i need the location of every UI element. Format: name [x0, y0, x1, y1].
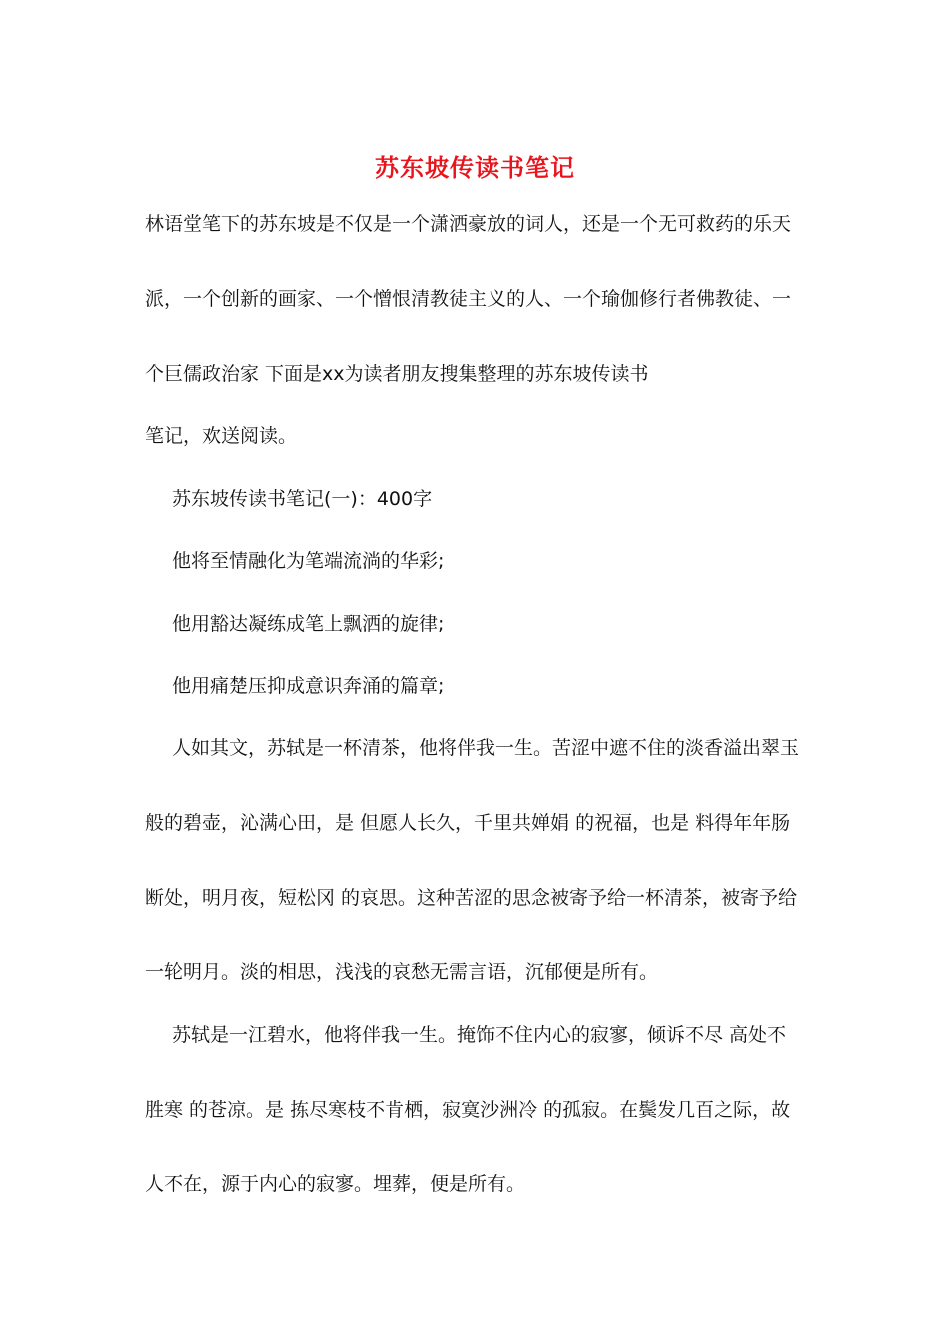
document-title: 苏东坡传读书笔记 — [375, 153, 575, 182]
paragraph-line: 人如其文，苏轼是一杯清茶，他将伴我一生。苦涩中遮不住的淡香溢出翠玉 — [172, 737, 800, 759]
paragraph-line: 他将至情融化为笔端流淌的华彩; — [172, 550, 445, 572]
paragraph-line: 断处，明月夜，短松冈 的哀思。这种苦涩的思念被寄予给一杯清茶，被寄予给 — [145, 887, 798, 909]
paragraph-line: 胜寒 的苍凉。是 拣尽寒枝不肯栖，寂寞沙洲冷 的孤寂。在鬓发几百之际，故 — [145, 1099, 791, 1121]
paragraph-line: 他用豁达凝练成笔上飘洒的旋律; — [172, 613, 445, 635]
paragraph-line: 笔记，欢送阅读。 — [145, 425, 298, 447]
section-heading: 苏东坡传读书笔记(一)：400字 — [172, 488, 433, 510]
paragraph-line: 个巨儒政治家 下面是xx为读者朋友搜集整理的苏东坡传读书 — [145, 363, 649, 385]
paragraph-line: 他用痛楚压抑成意识奔涌的篇章; — [172, 675, 445, 697]
paragraph-line: 派，一个创新的画家、一个憎恨清教徒主义的人、一个瑜伽修行者佛教徒、一 — [145, 288, 792, 310]
paragraph-line: 林语堂笔下的苏东坡是不仅是一个潇洒豪放的词人，还是一个无可救药的乐天 — [145, 213, 792, 235]
paragraph-line: 一轮明月。淡的相思，浅浅的哀愁无需言语，沉郁便是所有。 — [145, 961, 659, 983]
paragraph-line: 人不在，源于内心的寂寥。埋葬，便是所有。 — [145, 1173, 526, 1195]
paragraph-line: 般的碧壶，沁满心田，是 但愿人长久，千里共婵娟 的祝福，也是 料得年年肠 — [145, 812, 791, 834]
paragraph-line: 苏轼是一江碧水，他将伴我一生。掩饰不住内心的寂寥，倾诉不尽 高处不 — [172, 1024, 787, 1046]
